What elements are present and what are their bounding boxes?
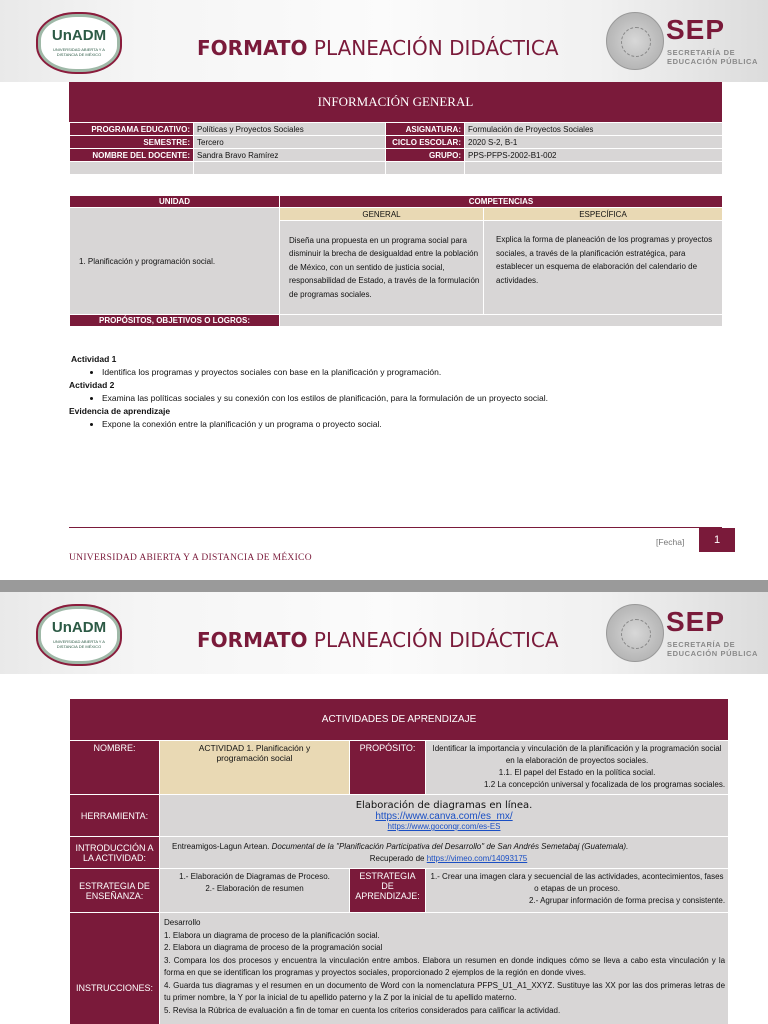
date-placeholder[interactable]: [Fecha] [656,537,685,547]
list-item: • Identifica los programas y proyectos sociales con base en la planificación y programación. [102,367,729,377]
info-general-table [69,122,723,175]
empty-cell [386,162,465,175]
unadm-logo-subtext: UNIVERSIDAD ABIERTA Y A DISTANCIA DE MÉXICO [53,639,105,649]
estrategia-item: 2.- Agrupar información de forma precisa y consistente. [528,896,726,905]
instrucciones-label: INSTRUCCIONES: [70,913,160,1024]
asignatura-label: ASIGNATURA: [386,123,465,136]
general-header: GENERAL [280,208,484,221]
list-item: • Expone la conexión entre la planificación y un programa o proyecto social. [102,419,729,429]
estrategia-item: 2.- Elaboración de resumen [205,884,304,893]
act1-title: Actividad 1 [71,354,117,364]
proposito-label: PROPÓSITO: [350,741,426,795]
nombre-value: ACTIVIDAD 1. Planificación y programación social [160,741,350,795]
empty-cell [70,162,194,175]
unadm-logo-text: UnADM [51,619,107,636]
actividades-table [69,698,729,1024]
herramienta-label: HERRAMIENTA: [70,795,160,837]
estrategia-aprendizaje-value [426,869,729,913]
sep-logo-subtitle: SECRETARÍA DE EDUCACIÓN PÚBLICA [667,640,759,658]
document-title [197,36,559,60]
info-general-title: INFORMACIÓN GENERAL [69,82,722,122]
unadm-logo-text: UnADM [51,27,107,44]
especifica-value: Explica la forma de planeación de los programas y proyectos sociales, a través de la planificación estratégica, para establecer un esquema de elaboración del calendario de actividades. [484,221,723,315]
asignatura-value: Formulación de Proyectos Sociales [465,123,723,136]
nombre-label: NOMBRE: [70,741,160,795]
national-seal-icon [606,604,664,662]
unidad-value: 1. Planificación y programación social. [70,208,280,315]
instruction-line: 1. Elabora un diagrama de proceso de la planificación social. [164,930,380,940]
list-item: • Examina las políticas sociales y su conexión con los estilos de planificación, para la formulación de un proyecto social. [102,393,729,403]
sep-logo-text: SEP [666,606,726,637]
page-gap [0,580,768,592]
competencias-header: COMPETENCIAS [280,196,723,208]
propositos-label: PROPÓSITOS, OBJETIVOS O LOGROS: [70,315,280,327]
propositos-value [280,315,723,327]
canva-link[interactable]: https://www.canva.com/es_mx/ [375,811,513,822]
instruction-line: Desarrollo [164,918,201,927]
instruction-line: 3. Compara los dos procesos y encuentra la vinculación entre ambos. Elabora un resumen en donde indiques cómo se lleva a cabo esta vinculación y la forma en que se identifican los programas y proyectos sociales, proporcionado 2 ejemplos de la región en donde vives. [164,955,726,977]
instruction-line: 5. Revisa la Rúbrica de evaluación a fin de tomar en cuenta los criterios considerados para calificar la actividad. [164,1005,561,1015]
proposito-line: 1.2 La concepción universal y focalizada de los programas sociales. [484,780,726,789]
instrucciones-value [160,913,729,1024]
unadm-logo [38,606,120,664]
general-value: Diseña una propuesta en un programa social para disminuir la brecha de desigualdad entre la población de México, con un sentido de justicia social, responsabilidad de Estado, a través de la formulación de programas sociales. [280,221,484,315]
estrategia-ensenanza-label: ESTRATEGIA DE ENSEÑANZA: [70,869,160,913]
proposito-line: 1.1. El papel del Estado en la política social. [498,768,656,777]
intro-title: Documental de la "Planificación Participativa del Desarrollo" de San Andrés Semetabaj (Guatemala). [271,841,629,851]
estrategia-ensenanza-value [160,869,350,913]
empty-cell [465,162,723,175]
title-bold: FORMATO [197,36,308,60]
docente-value: Sandra Bravo Ramírez [194,149,386,162]
semestre-value: Tercero [194,136,386,149]
unidad-competencias-table [69,195,723,327]
herramienta-value [160,795,729,837]
estrategia-item: 1.- Crear una imagen clara y secuencial de las actividades, acontecimientos, fases o etapas de un proceso. [430,872,724,893]
intro-author: Entreamigos-Lagun Artean. [172,841,270,851]
ciclo-value: 2020 S-2, B-1 [465,136,723,149]
sep-logo [602,8,762,74]
unidad-header: UNIDAD [70,196,280,208]
grupo-value: PPS-PFPS-2002-B1-002 [465,149,723,162]
programa-value: Políticas y Proyectos Sociales [194,123,386,136]
header-banner [0,592,768,674]
footer-divider [69,527,722,528]
activities-list [69,352,729,432]
herramienta-text: Elaboración de diagramas en línea. [355,800,533,811]
introduccion-value [160,837,729,869]
national-seal-icon [606,12,664,70]
ciclo-label: CICLO ESCOLAR: [386,136,465,149]
header-banner [0,0,768,82]
evidencia-title: Evidencia de aprendizaje [69,406,171,416]
instruction-line: 4. Guarda tus diagramas y el resumen en un documento de Word con la nomenclatura PFPS_U1_A1_XXYZ. Sustituye las XX por las dos primeras letras de tu primer nombre, la Y por la inicial de tu apellido paterno y la Z por la inicial de tu apellido materno. [164,980,726,1002]
page-2 [0,592,768,1024]
docente-label: NOMBRE DEL DOCENTE: [70,149,194,162]
vimeo-link[interactable]: https://vimeo.com/14093175 [426,853,528,863]
goconqr-link[interactable]: https://www.goconqr.com/es-ES [387,822,501,831]
page-number: 1 [699,528,735,552]
sep-logo-text: SEP [666,14,726,45]
proposito-value [426,741,729,795]
estrategia-item: 1.- Elaboración de Diagramas de Proceso. [179,872,330,881]
unadm-logo [38,14,120,72]
intro-recuperado: Recuperado de [369,853,425,863]
title-bold: FORMATO [197,628,308,652]
empty-cell [194,162,386,175]
act2-title: Actividad 2 [69,380,115,390]
grupo-label: GRUPO: [386,149,465,162]
programa-label: PROGRAMA EDUCATIVO: [70,123,194,136]
sep-logo-subtitle: SECRETARÍA DE EDUCACIÓN PÚBLICA [667,48,759,66]
document-title [197,628,559,652]
actividades-title: ACTIVIDADES DE APRENDIZAJE [70,699,729,741]
title-rest: PLANEACIÓN DIDÁCTICA [313,36,559,60]
instruction-line: 2. Elabora un diagrama de proceso de la programación social [164,943,383,952]
introduccion-label: INTRODUCCIÓN A LA ACTIVIDAD: [70,837,160,869]
proposito-line: Identificar la importancia y vinculación de la planificación y la programación social en la elaboración de proyectos sociales. [432,744,722,765]
semestre-label: SEMESTRE: [70,136,194,149]
title-rest: PLANEACIÓN DIDÁCTICA [313,628,559,652]
estrategia-aprendizaje-label: ESTRATEGIA DE APRENDIZAJE: [350,869,426,913]
unadm-logo-subtext: UNIVERSIDAD ABIERTA Y A DISTANCIA DE MÉXICO [53,47,105,57]
especifica-header: ESPECÍFICA [484,208,723,221]
university-name: UNIVERSIDAD ABIERTA Y A DISTANCIA DE MÉXICO [69,553,312,563]
sep-logo [602,600,762,666]
